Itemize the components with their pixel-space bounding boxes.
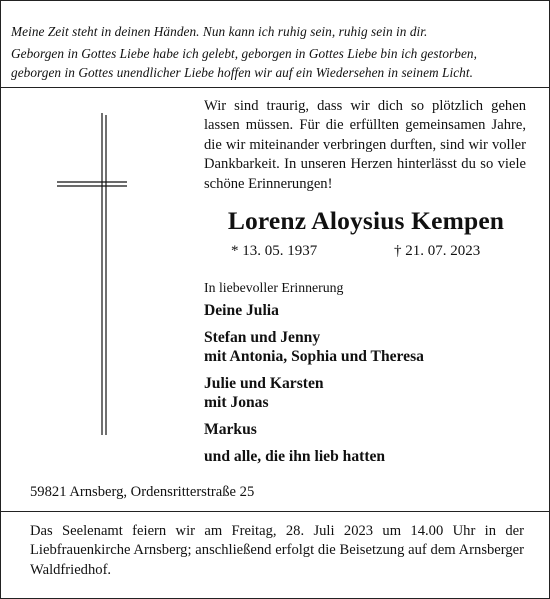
mourner-stefan-children: mit Antonia, Sophia und Theresa (204, 348, 424, 365)
mourner-julie-children: mit Jonas (204, 394, 269, 411)
mourner-all: und alle, die ihn lieb hatten (204, 448, 386, 465)
family-address: 59821 Arnsberg, Ordensritterstraße 25 (30, 484, 255, 500)
top-divider (1, 87, 549, 88)
deceased-name: Lorenz Aloysius Kempen (227, 206, 505, 235)
mourner-julie-karsten: Julie und Karsten (204, 375, 324, 392)
motto-line-1: Meine Zeit steht in deinen Händen. Nun kann ich ruhig sein, ruhig sein in dir. (11, 24, 428, 39)
mourner-julia: Deine Julia (204, 302, 279, 319)
mourner-stefan-jenny: Stefan und Jenny (204, 329, 321, 346)
motto-line-3: geborgen in Gottes unendlicher Liebe hoffen wir auf ein Wiedersehen in seinem Licht. (11, 65, 473, 80)
service-info: Das Seelenamt feiern wir am Freitag, 28. Juli 2023 um 14.00 Uhr in der Liebfrauenkirche Arnsberg; anschließend erfolgt die Beisetzung auf dem Arnsberger Waldfriedhof. (30, 523, 524, 578)
bottom-divider (1, 511, 549, 512)
mourner-markus: Markus (204, 421, 257, 438)
intro-text: Wir sind traurig, dass wir dich so plötzlich gehen lassen müssen. Für die erfüllten gemeinsamen Jahre, die wir miteinander verbringen durften, sind wir voller Dankbarkeit. In unseren Herzen hinterlässt du so viele schöne Erinnerungen! (204, 98, 526, 192)
memory-label: In liebevoller Erinnerung (204, 280, 344, 295)
mourners-list (204, 301, 544, 466)
cross-icon (57, 113, 127, 435)
motto-verse (11, 22, 541, 41)
motto-poem (11, 44, 541, 82)
death-date: † 21. 07. 2023 (394, 243, 481, 259)
birth-date: * 13. 05. 1937 (231, 243, 318, 259)
motto-line-2: Geborgen in Gottes Liebe habe ich gelebt, geborgen in Gottes Liebe bin ich gestorben, (11, 46, 477, 61)
